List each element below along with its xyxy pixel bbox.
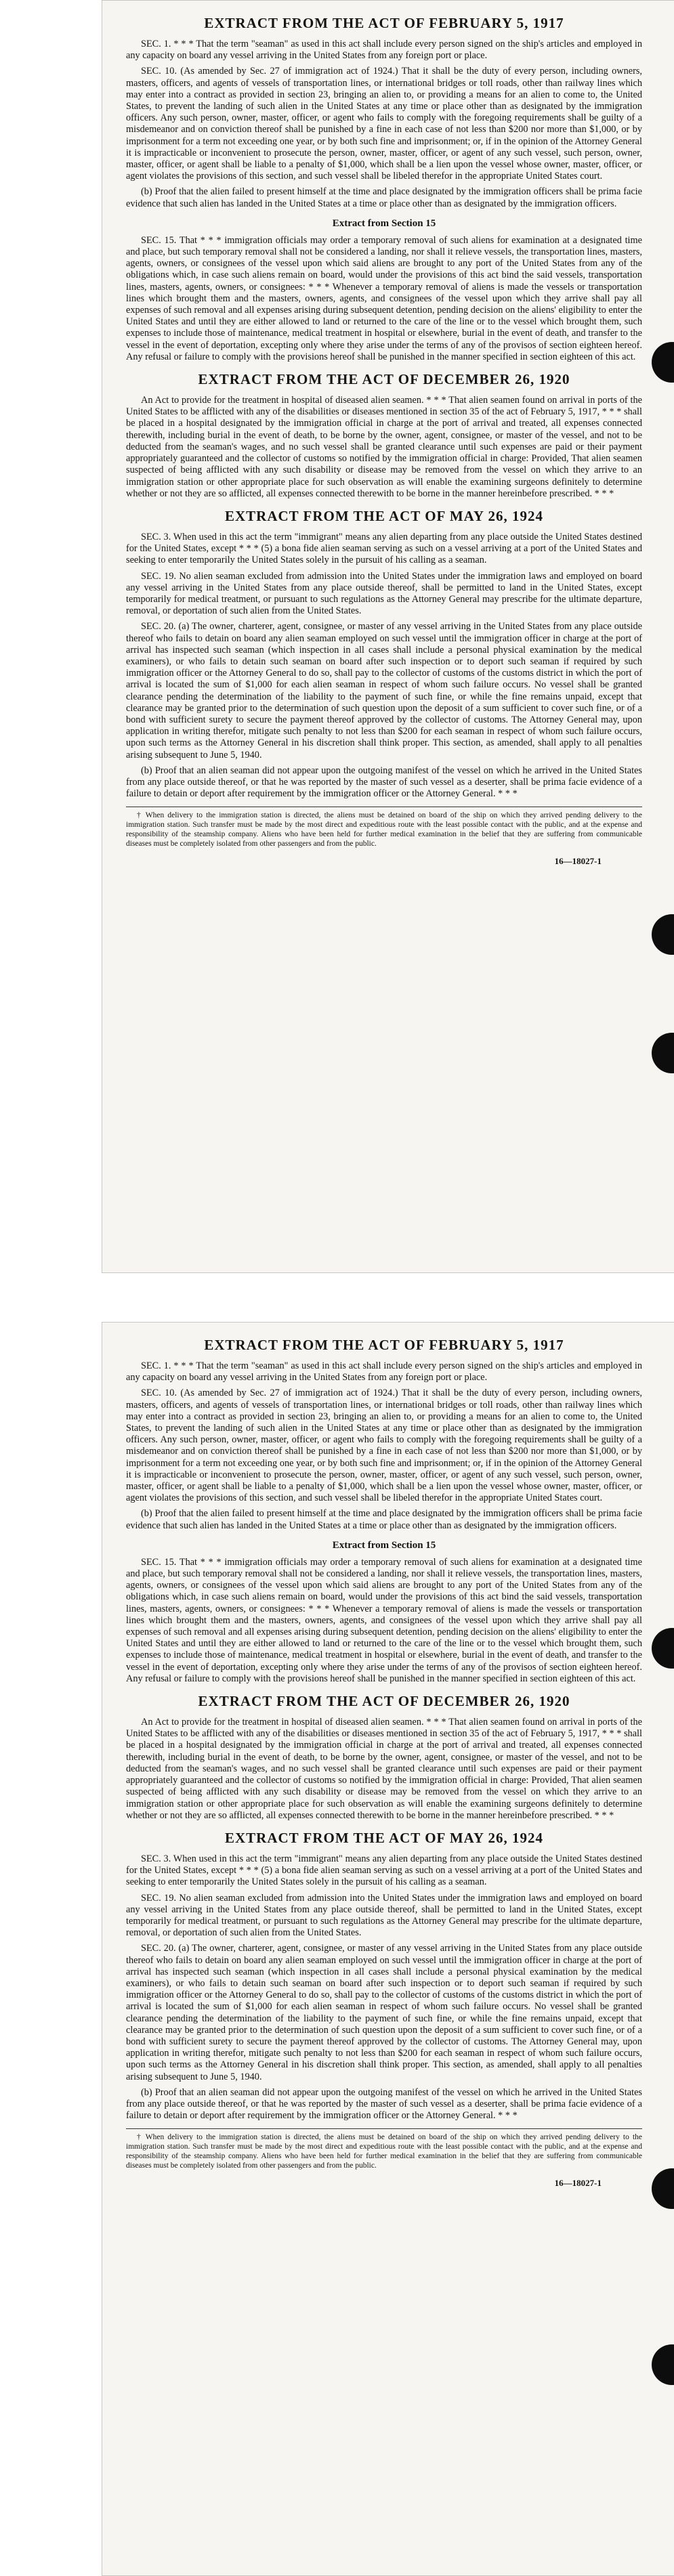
footnote: † When delivery to the immigration station is directed, the aliens must be detained on board of the ship on which they arrived pending delivery to the immigration station. Such transfer must be made by the most direct and expeditious route with the least possible contact with the public, and at the expense and responsibility of the steamship company. Aliens who have been held for further medical examination in the belief that they are suffering from communicable diseases must be completely isolated from other passengers and from the public. <box>126 807 642 849</box>
punch-hole <box>652 914 674 955</box>
page-content <box>126 15 642 867</box>
paragraph: (b) Proof that the alien failed to present himself at the time and place designated by the immigration officers shall be prima facie evidence that such alien has landed in the United States at a time or place other than as designated by the immigration officers. <box>126 186 642 209</box>
paragraph: SEC. 19. No alien seaman excluded from admission into the United States under the immigration laws and employed on board any vessel arriving in the United States from any place outside thereof, shall be permitted to land in the United States, except temporarily for medical treatment, or pursuant to such regulations as the Attorney General may prescribe for the ultimate departure, removal, or deportation of such alien from the United States. <box>126 1892 642 1939</box>
paragraph: (b) Proof that an alien seaman did not appear upon the outgoing manifest of the vessel on which he arrived in the United States from any place outside thereof, or that he was reported by the master of such vessel as a deserter, shall be prima facie evidence of a failure to detain or deport after requirement by the immigration officer or the Attorney General. * * * <box>126 765 642 800</box>
print-code: 16—18027-1 <box>554 855 602 866</box>
section-heading: EXTRACT FROM THE ACT OF DECEMBER 26, 1920 <box>198 371 570 388</box>
paragraph: SEC. 19. No alien seaman excluded from admission into the United States under the immigration laws and employed on board any vessel arriving in the United States from any place outside thereof, shall be permitted to land in the United States, except temporarily for medical treatment, or pursuant to such regulations as the Attorney General may prescribe for the ultimate departure, removal, or deportation of such alien from the United States. <box>126 570 642 617</box>
paragraph: SEC. 20. (a) The owner, charterer, agent, consignee, or master of any vessel arriving in the United States from any place outside thereof who fails to detain on board any alien seaman employed on such vessel until the immigration officer in charge at the port of arrival has inspected such seaman (which inspection in all cases shall include a personal physical examination by the medical examiners), or who fails to detain such seaman on board after such inspection or to deport such seaman if required by such immigration officer or the Attorney General to do so, shall pay to the collector of customs of the customs district in which the port of arrival is located the sum of $1,000 for each alien seaman in respect of whom such failure occurs. No vessel shall be granted clearance pending the determination of the liability to the payment of such fine, or while the fine remains unpaid, except that clearance may be granted prior to the determination of such question upon the deposit of a sum sufficient to cover such fine, or of a bond with sufficient surety to secure the payment thereof approved by the collector of customs. The Attorney General may, upon application in writing therefor, mitigate such penalty to not less than $200 for each seaman in respect of whom such failure occurs, upon such terms as the Attorney General in his discretion shall think proper. This section, as amended, shall apply to all penalties arising subsequent to June 5, 1940. <box>126 1943 642 2082</box>
paragraph: SEC. 3. When used in this act the term "immigrant" means any alien departing from any place outside the United States destined for the United States, except * * * (5) a bona fide alien seaman serving as such on a vessel arriving at a port of the United States and seeking to enter temporarily the United States solely in the pursuit of his calling as a seaman. <box>126 531 642 566</box>
punch-hole <box>652 1033 674 1073</box>
page-content <box>126 1337 642 2189</box>
paragraph: SEC. 10. (As amended by Sec. 27 of immigration act of 1924.) That it shall be the duty of every person, including owners, masters, officers, and agents of vessels of transportation lines, or international bridges or toll roads, other than railway lines which may enter into a contract as provided in section 23, bringing an alien to, or providing a means for an alien to come to, the United States, to prevent the landing of such alien in the United States at any time or place other than as designated by the immigration officers. Any such person, owner, master, officer, or agent who fails to comply with the foregoing requirements shall be guilty of a misdemeanor and on conviction thereof shall be punished by a fine in each case of not less than $200 nor more than $1,000, or by imprisonment for a term not exceeding one year, or by both such fine and imprisonment; or, if in the opinion of the Attorney General it is impracticable or inconvenient to prosecute the person, owner, master, officer, or agent of any such vessel, such person, owner, master, officer, or agent shall be liable to a penalty of $1,000, which shall be a lien upon the vessel whose owner, master, officer, or agent violates the provisions of this section, and such vessel shall be libeled therefor in the appropriate United States court. <box>126 1388 642 1504</box>
section-heading: EXTRACT FROM THE ACT OF DECEMBER 26, 1920 <box>198 1693 570 1710</box>
paragraph: SEC. 20. (a) The owner, charterer, agent, consignee, or master of any vessel arriving in the United States from any place outside thereof who fails to detain on board any alien seaman employed on such vessel until the immigration officer in charge at the port of arrival has inspected such seaman (which inspection in all cases shall include a personal physical examination by the medical examiners), or who fails to detain such seaman on board after such inspection or to deport such seaman if required by such immigration officer or the Attorney General to do so, shall pay to the collector of customs of the customs district in which the port of arrival is located the sum of $1,000 for each alien seaman in respect of whom such failure occurs. No vessel shall be granted clearance pending the determination of the liability to the payment of such fine, or while the fine remains unpaid, except that clearance may be granted prior to the determination of such question upon the deposit of a sum sufficient to cover such fine, or of a bond with sufficient surety to secure the payment thereof approved by the collector of customs. The Attorney General may, upon application in writing therefor, mitigate such penalty to not less than $200 for each seaman in respect of whom such failure occurs, upon such terms as the Attorney General in his discretion shall think proper. This section, as amended, shall apply to all penalties arising subsequent to June 5, 1940. <box>126 621 642 760</box>
paragraph: An Act to provide for the treatment in hospital of diseased alien seamen. * * * That alien seamen found on arrival in ports of the United States to be afflicted with any of the disabilities or diseases mentioned in section 35 of the act of February 5, 1917, * * * shall be placed in a hospital designated by the immigration official in charge at the port of arrival and treated, all expenses connected therewith, including burial in the event of death, to be borne by the owner, agent, consignee, or master of the vessel, and not to be deducted from the seaman's wages, and no such vessel shall be granted clearance until such expenses are paid or their payment appropriately guaranteed and the collector of customs so notified by the immigration official in charge: Provided, That alien seamen suspected of being afflicted with any such disability or disease may be removed from the vessel on which they arrive to an immigration station or other appropriate place for such observation as will enable the examining surgeons definitely to determine whether or not they are so afflicted, all expenses connected therewith to be borne in the manner hereinbefore prescribed. * * * <box>126 1717 642 1821</box>
punch-hole <box>652 342 674 383</box>
section-heading: EXTRACT FROM THE ACT OF FEBRUARY 5, 1917 <box>204 15 564 31</box>
punch-hole <box>652 2344 674 2385</box>
subsection-heading: Extract from Section 15 <box>332 217 436 229</box>
paragraph: SEC. 1. * * * That the term "seaman" as used in this act shall include every person signed on the ship's articles and employed in any capacity on board any vessel arriving in the United States from any foreign port or place. <box>126 1360 642 1383</box>
section-heading: EXTRACT FROM THE ACT OF FEBRUARY 5, 1917 <box>204 1337 564 1353</box>
paragraph: SEC. 15. That * * * immigration officials may order a temporary removal of such aliens for examination at a designated time and place, but such temporary removal shall not be considered a landing, nor shall it relieve vessels, the transportation lines, masters, agents, owners, or consignees of the vessel upon which said aliens are brought to any port of the United States from any of the obligations which, in case such aliens remain on board, would under the provisions of this act bind the said vessels, transportation lines, masters, agents, owners, or consignees: * * * Whenever a temporary removal of aliens is made the vessels or transportation lines which brought them and the masters, owners, agents, and consignees of the vessel upon which they arrive shall pay all expenses of such removal and all expenses arising during subsequent detention, pending decision on the aliens' eligibility to enter the United States and until they are either allowed to land or returned to the care of the line or to the vessel which brought them, such expenses to include those of maintenance, medical treatment in hospital or elsewhere, burial in the event of death, and transfer to the vessel in the event of deportation, excepting only where they arise under the terms of any of the provisos of section eighteen hereof. Any refusal or failure to comply with the provisions hereof shall be punished in the manner specified in section eighteen of this act. <box>126 234 642 362</box>
paragraph: (b) Proof that the alien failed to present himself at the time and place designated by the immigration officers shall be prima facie evidence that such alien has landed in the United States at a time or place other than as designated by the immigration officers. <box>126 1508 642 1531</box>
paragraph: SEC. 1. * * * That the term "seaman" as used in this act shall include every person signed on the ship's articles and employed in any capacity on board any vessel arriving in the United States from any foreign port or place. <box>126 39 642 62</box>
section-heading: EXTRACT FROM THE ACT OF MAY 26, 1924 <box>224 1829 544 1846</box>
document-page-2 <box>102 1322 674 2576</box>
print-code: 16—18027-1 <box>554 2177 602 2188</box>
section-heading: EXTRACT FROM THE ACT OF MAY 26, 1924 <box>224 507 544 524</box>
paragraph: SEC. 15. That * * * immigration officials may order a temporary removal of such aliens for examination at a designated time and place, but such temporary removal shall not be considered a landing, nor shall it relieve vessels, the transportation lines, masters, agents, owners, or consignees of the vessel upon which said aliens are brought to any port of the United States from any of the obligations which, in case such aliens remain on board, would under the provisions of this act bind the said vessels, transportation lines, masters, agents, owners, or consignees: * * * Whenever a temporary removal of aliens is made the vessels or transportation lines which brought them and the masters, owners, agents, and consignees of the vessel upon which they arrive shall pay all expenses of such removal and all expenses arising during subsequent detention, pending decision on the aliens' eligibility to enter the United States and until they are either allowed to land or returned to the care of the line or to the vessel which brought them, such expenses to include those of maintenance, medical treatment in hospital or elsewhere, burial in the event of death, and transfer to the vessel in the event of deportation, excepting only where they arise under the terms of any of the provisos of section eighteen hereof. Any refusal or failure to comply with the provisions hereof shall be punished in the manner specified in section eighteen of this act. <box>126 1556 642 1684</box>
paragraph: An Act to provide for the treatment in hospital of diseased alien seamen. * * * That alien seamen found on arrival in ports of the United States to be afflicted with any of the disabilities or diseases mentioned in section 35 of the act of February 5, 1917, * * * shall be placed in a hospital designated by the immigration official in charge at the port of arrival and treated, all expenses connected therewith, including burial in the event of death, to be borne by the owner, agent, consignee, or master of the vessel, and not to be deducted from the seaman's wages, and no such vessel shall be granted clearance until such expenses are paid or their payment appropriately guaranteed and the collector of customs so notified by the immigration official in charge: Provided, That alien seamen suspected of being afflicted with any such disability or disease may be removed from the vessel on which they arrive to an immigration station or other appropriate place for such observation as will enable the examining surgeons definitely to determine whether or not they are so afflicted, all expenses connected therewith to be borne in the manner hereinbefore prescribed. * * * <box>126 395 642 499</box>
paragraph: SEC. 3. When used in this act the term "immigrant" means any alien departing from any place outside the United States destined for the United States, except * * * (5) a bona fide alien seaman serving as such on a vessel arriving at a port of the United States and seeking to enter temporarily the United States solely in the pursuit of his calling as a seaman. <box>126 1853 642 1888</box>
footnote: † When delivery to the immigration station is directed, the aliens must be detained on board of the ship on which they arrived pending delivery to the immigration station. Such transfer must be made by the most direct and expeditious route with the least possible contact with the public, and at the expense and responsibility of the steamship company. Aliens who have been held for further medical examination in the belief that they are suffering from communicable diseases must be completely isolated from other passengers and from the public. <box>126 2128 642 2170</box>
punch-hole <box>652 2168 674 2209</box>
paragraph: (b) Proof that an alien seaman did not appear upon the outgoing manifest of the vessel on which he arrived in the United States from any place outside thereof, or that he was reported by the master of such vessel as a deserter, shall be prima facie evidence of a failure to detain or deport after requirement by the immigration officer or the Attorney General. * * * <box>126 2086 642 2122</box>
page-gap <box>102 1273 674 1322</box>
paragraph: SEC. 10. (As amended by Sec. 27 of immigration act of 1924.) That it shall be the duty of every person, including owners, masters, officers, and agents of vessels of transportation lines, or international bridges or toll roads, other than railway lines which may enter into a contract as provided in section 23, bringing an alien to, or providing a means for an alien to come to, the United States, to prevent the landing of such alien in the United States at any time or place other than as designated by the immigration officers. Any such person, owner, master, officer, or agent who fails to comply with the foregoing requirements shall be guilty of a misdemeanor and on conviction thereof shall be punished by a fine in each case of not less than $200 nor more than $1,000, or by imprisonment for a term not exceeding one year, or by both such fine and imprisonment; or, if in the opinion of the Attorney General it is impracticable or inconvenient to prosecute the person, owner, master, officer, or agent of any such vessel, such person, owner, master, officer, or agent shall be liable to a penalty of $1,000, which shall be a lien upon the vessel whose owner, master, officer, or agent violates the provisions of this section, and such vessel shall be libeled therefor in the appropriate United States court. <box>126 66 642 182</box>
punch-hole <box>652 1628 674 1669</box>
subsection-heading: Extract from Section 15 <box>332 1539 436 1551</box>
document-page-1 <box>102 0 674 1273</box>
